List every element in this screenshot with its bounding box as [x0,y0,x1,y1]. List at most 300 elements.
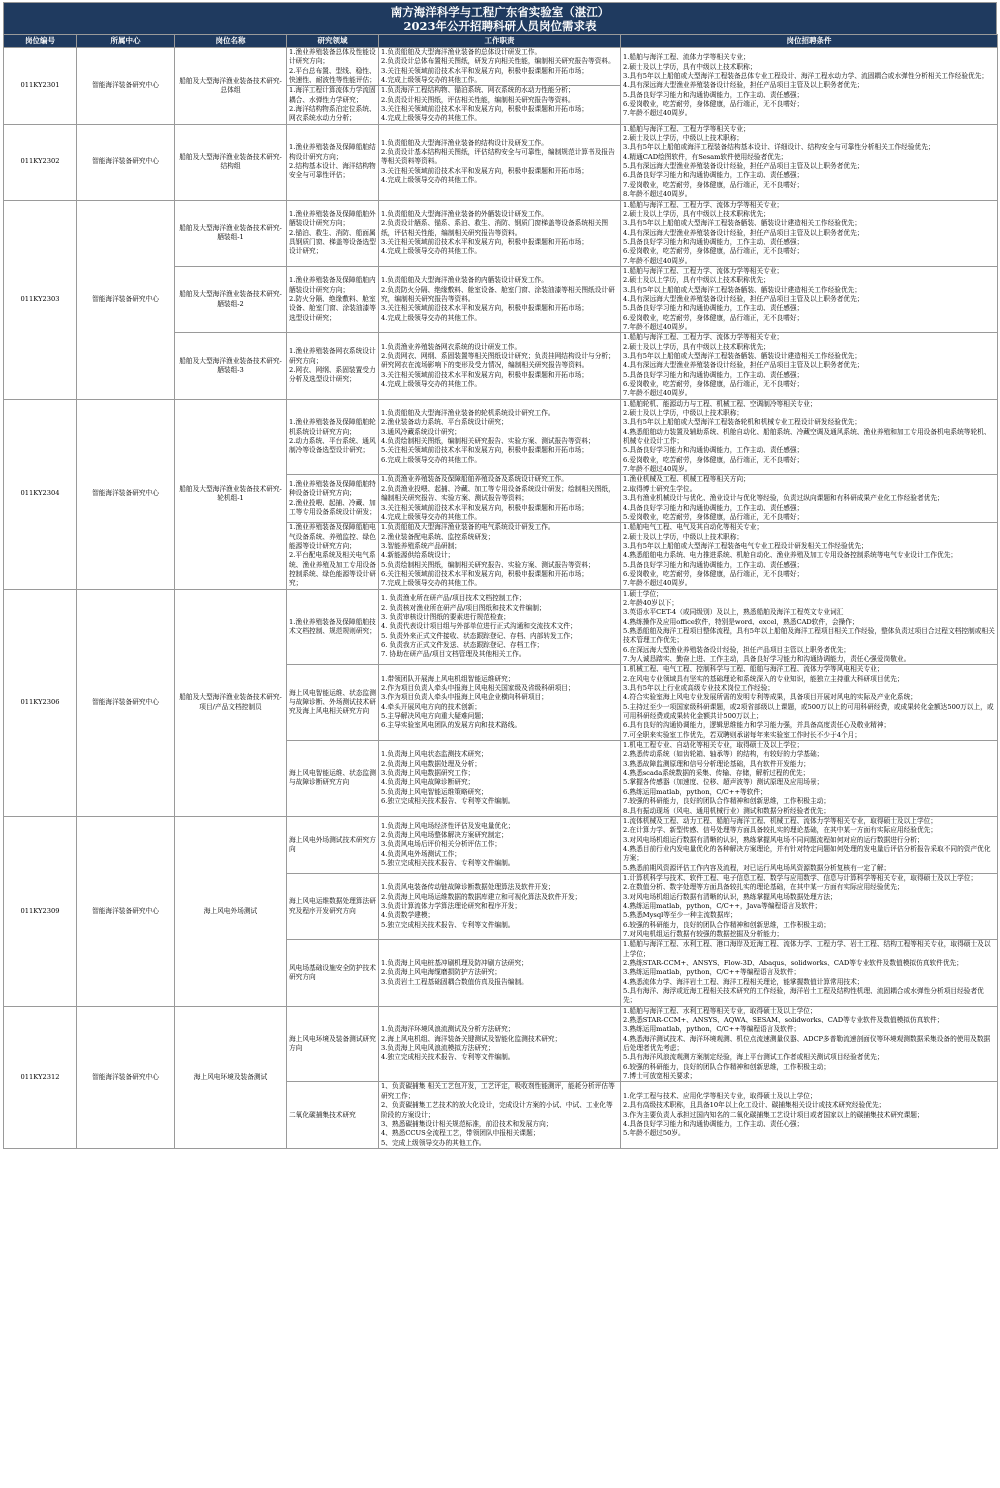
req-line: 6.较强的科研能力，良好的团队合作精神和创新思维，工作积极主动； [623,920,831,929]
duty-line: 5.主导解决风电方向重大疑难问题； [381,712,488,721]
duties [379,48,621,86]
req-line: 5.掌握各传感器（加速度、位移、超声波等）测试原理及应用场景； [623,778,824,787]
table-row [4,589,998,665]
position-name: 船舶及大型海洋渔业装备技术研究-舾装组-2 [175,266,287,332]
req-line: 3.英语水平CET-4（或同级别）及以上，熟悉船舶及海洋工程英文专业词汇 [623,608,844,617]
req-line: 2.取得博士研究生学位。 [623,484,697,493]
req-line: 6.爱岗敬业，吃苦耐劳，身体健康，品行端正，无不良嗜好； [623,99,804,108]
req-line: 1.化学工程与技术、应用化学等相关专业，取得硕士及以上学位； [623,1091,817,1100]
duty-line: 3. 负责审核设计图纸的要素进行规范检查； [381,612,510,621]
req-line: 3.具有5年以上船舶或大型海洋工程装备舾装、舾装设计建造相关工作经验优先； [623,219,862,228]
req-line: 3.具有5年以上船舶或大型海洋工程装备舾装、舾装设计建造相关工作经验优先； [623,352,862,360]
req-line: 4.具有深远海大型渔业养殖装备设计经验，担任产品项目主管及以上职务者优先； [623,228,864,237]
req-line: 4.精通CAD绘图软件，有Sesam软件使用经验者优先； [623,152,788,161]
duties [379,816,621,873]
duty-line: 2.作为项目负责人牵头申报海上风电相关国家级及省级科研项目； [381,684,575,693]
title-line-2: 2023年公开招聘科研人员岗位需求表 [403,19,597,33]
field-line: 1.渔业养殖装备网衣系统设计研究方向； [289,347,376,365]
position-name: 船舶及大型海洋渔业装备技术研究-结构组 [175,124,287,200]
requirements [621,399,998,475]
req-line: 7.年龄不超过40周岁。 [623,389,692,398]
field-line: 2.网衣、网纲、系固装置受力分析及选型设计研究； [289,366,376,384]
duty-line: 2.负责设计总体布置相关图纸，研发方向相关性能，编制相关研究报告等资料。 [381,57,615,66]
duty-line: 3.关注相关领域前沿技术水平和发展方向，积极申报课题和开拓市场； [381,166,589,175]
requirements [621,816,998,873]
field-line: 2.防火分隔、绝缘敷料、舱室设备、舱室门窗、涂装油漆等选型设计研究； [289,294,376,322]
research-field [287,940,379,1006]
req-line: 5.具有海洋风浪流观测方案制定经验，海上平台测试工作者或相关测试项目经验者优先； [623,1053,884,1062]
req-line: 2.硕士及以上学历，具有中级以上技术职称； [623,62,757,71]
req-line: 4.具有深远海大型渔业养殖装备设计经验，担任产品项目主管及以上职务者优先； [623,81,864,90]
req-line: 5.具有海洋、海浮或近海工程相关技术研究的工作经验，海洋岩土工程及结构性机理、流固耦合或水弹性分析项目经验者优先； [623,987,984,1005]
duty-line: 5.关注相关领域前沿技术水平和发展方向，积极申报课题和开拓市场； [381,446,589,455]
duties [379,124,621,200]
duty-line: 2.负责网衣、网纲、系固装置等相关图纸设计研究；负责挂网结构设计与分析；研究网衣在流场影响下的变形及受力情况，编制相关研究报告等资料。 [381,352,615,370]
duty-line: 4、熟悉CCUS全流程工艺，带领团队申报相关课题； [381,1129,540,1138]
duty-line: 1.负责船舶及大型海洋渔业装备的外舾装设计研发工作。 [381,209,548,218]
position-name: 船舶及大型海洋渔业装备技术研究-项目/产品文档控制员 [175,589,287,816]
requirements [621,266,998,332]
field-line: 海上风电环境及装备测试研究方向 [289,1034,376,1053]
req-line: 3.具有渔业机械设计与优化、渔业设计与优化等经验，负责过纵向课题和有科研成果产业化工作经验者优先； [623,494,944,503]
research-field [287,200,379,266]
duty-line: 5. 负责外来正式文件接收、状态跟踪登记、存档、内部转发工作； [381,631,577,640]
duty-line: 3.关注相关领域前沿技术水平和发展方向，积极申报课题和开拓市场； [381,503,589,512]
duty-line: 4.负责海上风电故障诊断研究； [381,778,475,787]
req-line: 3.对风电场机组运行数据有清晰的认识，熟练掌握风电场数据处理方法； [623,892,837,901]
research-field [287,816,379,873]
req-line: 6.爱岗敬业，吃苦耐劳，身体健康，品行端正，无不良嗜好； [623,380,804,389]
field-line: 1.渔业养殖装备及保障船舶轮机系统设计研究方向； [289,418,376,436]
duty-line: 3.通风冷藏系统设计研究； [381,427,461,436]
req-line: 4.熟练操作及应用office软件，特别是word、excel，熟悉CAD软件，会操作； [623,617,859,626]
header-center: 所属中心 [77,35,175,48]
req-line: 2.在数值分析、数字处理等方面具备较扎实的理论基础，在其中某一方面有实际应用经验优先； [623,883,904,892]
req-line: 3.具有5年以上船舶或海洋工程装备结构基本设计、详细设计、结构安全与可靠性分析相关工作经验优先； [623,143,935,152]
research-field [287,1006,379,1082]
req-line: 7.年龄不超过40周岁。 [623,256,692,265]
field-line: 风电场基础设施安全防护技术研究方向 [289,963,376,982]
duty-line: 4.独立完成相关技术报告、专利等文件编制。 [381,1053,515,1062]
duties [379,1082,621,1148]
title-line-1: 南方海洋科学与工程广东省实验室（湛江） [390,5,610,19]
req-line: 1.机械工程、电气工程、控制科学与工程、船舶与海洋工程、流体力学等风电相关专业； [623,665,884,674]
duties [379,1006,621,1082]
req-line: 7.年龄不超过40周岁。 [623,322,692,331]
duty-line: 6.主导实验室风电团队的发展方向和技术路线。 [381,721,522,730]
duty-line: 3.作为项目负责人牵头申报海上风电企业横向科研项目； [381,693,548,702]
field-line: 1.渔业养殖装备及保障船舶结构设计研究方向； [289,143,376,161]
duty-line: 4.负责数学建模； [381,911,435,920]
duties [379,741,621,817]
req-line: 7.年龄不超过40周岁。 [623,579,692,588]
req-line: 4.熟悉流体力学、海洋岩土工程、海洋工程相关理论，能掌握数值计算常用技术； [623,977,864,986]
position-code: 011KY2302 [4,124,77,200]
research-field [287,873,379,939]
header-code: 岗位编号 [4,35,77,48]
duty-line: 6.关注相关领域前沿技术水平和发展方向，积极申报课题和开拓市场； [381,569,589,578]
req-line: 1.船舶与海洋工程、工程力学、流体力学等相关专业； [623,333,784,342]
req-line: 7.年龄不超过40周岁。 [623,465,692,474]
req-line: 7.可全职来实验室工作优先，若双聘则承诺每年来实验室工作时长不少于4个月； [623,730,862,739]
position-name: 船舶及大型海洋渔业装备技术研究-总体组 [175,48,287,125]
duty-line: 2.负责设计舾系、锚系、系泊、救生、消防、钢质门窗梯盖等设备系统相关图纸，评估相关性能，编制相关研究报告等资料。 [381,219,609,237]
duty-line: 5.负责绘制相关图纸，编制相关研究报告、实验方案、测试报告等资料； [381,560,595,569]
duty-line: 7.完成上级领导交办的其他工作。 [381,579,482,588]
table-row [4,1006,998,1082]
duty-line: 2.负责渔业投喂、起捕、冷藏、加工等专用设备系统设计研发；绘制相关图纸，编制相关研究报告、实验方案、测试报告等资料； [381,484,615,503]
duty-line: 2.负责海上风电场整体解决方案研究制定； [381,830,508,839]
req-line: 3.熟练运用matlab，python，C/C++等编程语言及软件； [623,1025,801,1034]
duty-line: 4.新能源供给系统设计； [381,551,455,560]
req-line: 2.硕士及以上学历，中级以上技术职称； [623,134,744,143]
req-line: 4.具有深远海大型渔业养殖装备设计经验，担任产品项目主管及以上职务者优先； [623,294,864,303]
research-field [287,475,379,523]
req-line: 3.具有5年以上船舶或大型海洋工程装备舾装、舾装设计建造相关工作经验优先； [623,285,862,294]
req-line: 2.具有高级技术职称，且具备10年以上化工设计、碳捕集相关设计或技术研究经验优先； [623,1101,886,1110]
req-line: 7.对风电机组运行数据有较强的数据挖掘及分析能力； [623,929,784,938]
position-center: 智能海洋装备研究中心 [77,816,175,1006]
research-field [287,741,379,817]
req-line: 6.较强的科研能力，良好的团队合作精神和创新思维，工作积极主动； [623,1062,831,1071]
req-line: 4.熟悉scada系统数据的采集、传输、存储，解析过程的优先； [623,769,810,778]
position-center: 智能海洋装备研究中心 [77,589,175,816]
position-name: 海上风电环境及装备测试 [175,1006,287,1148]
duties [379,333,621,399]
research-field [287,1082,379,1148]
duty-line: 2.海上风电机组、海洋装备关键测试及智能化监测技术研究； [381,1034,562,1043]
duty-line: 4.完成上级领导交办的其他工作。 [381,76,482,85]
position-name: 海上风电外场测试 [175,816,287,1006]
req-line: 4.熟悉海洋测试技术、海洋环境观测、机位点流速测量仪器、ADCP多普勒流速剖面仪等环境观测数据采集设备的使用及数据后处理者优先考虑； [623,1034,991,1053]
duty-line: 1.负责船舶及大型海洋渔业装备的结构设计及研发工作。 [381,138,548,147]
duty-line: 5.负责海上风电智能运维策略研究； [381,787,488,796]
duties [379,523,621,589]
requirements [621,665,998,741]
field-line: 1.渔业养殖装备总体及性能设计研究方向； [289,48,376,66]
field-line: 1.渔业养殖装备及保障船舶电气设备系统、养殖监控、绿色能源等设计研究方向； [289,523,376,550]
req-line: 5.具备良好学习能力和沟通协调能力，工作主动、责任感强； [623,304,804,313]
req-line: 2.熟练STAR-CCM+、ANSYS、Flow-3D、Abaqus、solidworks、CAD等专业软件及数值模拟仿真软件优先； [623,959,963,967]
req-line: 2.硕士及以上学历，中级以上技术职称； [623,532,744,541]
duty-line: 3.关注相关领域前沿技术水平和发展方向，积极申报课题和开拓市场； [381,237,589,246]
duty-line: 2.负责设计基本结构相关图纸，评估结构安全与可靠性，编制规范计算书及报告等相关资料等资料。 [381,148,615,166]
duty-line: 2.渔业装备配电系统、监控系统研发； [381,532,495,541]
req-line: 2.硕士及以上学历，具有中级以上技术职称优先； [623,209,770,218]
position-name: 船舶及大型海洋渔业装备技术研究-舾装组-1 [175,200,287,266]
field-line: 2.锚泊、救生、消防、船面属具钢质门窗、梯盖等设备选型设计研究； [289,228,376,256]
req-line: 4.符合实验室海上风电专业发展所需的发明专利等成果，具备项目开展对风电的实际及产业化系统； [623,693,917,702]
position-code: 011KY2312 [4,1006,77,1148]
req-line: 7.爱岗敬业，吃苦耐劳，身体健康，品行端正，无不良嗜好； [623,180,804,189]
field-line: 海上风电运维数据处理算法研究及程序开发研究方向 [289,897,376,915]
req-line: 6.在深远海大型渔业养殖装备设计经验，担任产品项目主管以上职务者优先； [623,645,851,654]
duty-line: 5.独立完成相关技术报告、专利等文件编制。 [381,858,515,867]
req-line: 5.年龄不超过50岁。 [623,1129,685,1138]
req-line: 4.具备良好学习能力和沟通协调能力，工作主动、责任心强； [623,1119,804,1128]
research-field [287,523,379,589]
req-line: 1.船舶轮机、能源动力与工程、机械工程、空调制冷等相关专业； [623,399,817,408]
field-line: 1.渔业养殖装备及保障船舶技术文档控制、规范规则研究； [289,617,376,635]
duty-line: 3.负责计算流体力学算法理论研究和程序开发； [381,901,522,910]
req-line: 3.具有5年以上船舶或大型海洋工程装备总体专业工程设计、海洋工程水动力学、流固耦合或水弹性分析相关工作经验优先； [623,71,989,80]
duties [379,665,621,741]
duty-line: 4.负责风电外场测试工作； [381,849,461,858]
duty-line: 3.智能养殖系统产品研制； [381,541,461,550]
req-line: 5.熟悉Mysql等至少一种主流数据库； [623,911,737,920]
duty-line: 1.负责渔业养殖装备及保障船舶养殖设备及系统设计研究工作。 [381,475,568,484]
table-row [4,200,998,266]
duty-line: 2.负责海上风电数据处理及分析； [381,759,482,768]
req-line: 1.船舶电气工程、电气及其自动化等相关专业； [623,523,764,532]
req-line: 7.年龄不超过40周岁。 [623,109,692,118]
duties [379,200,621,266]
position-center: 智能海洋装备研究中心 [77,200,175,399]
req-line: 4.具备良好学习能力和沟通协调能力，工作主动、责任感强； [623,503,804,512]
duty-line: 3.关注相关领域前沿技术水平和发展方向，积极申报课题和开拓市场； [381,105,589,114]
req-line: 6.爱岗敬业，吃苦耐劳，身体健康，品行端正，无不良嗜好； [623,313,804,322]
position-name: 船舶及大型海洋渔业装备技术研究-轮机组-1 [175,399,287,589]
duty-line: 3.关注相关领域前沿技术水平和发展方向，积极申报课题和开拓市场； [381,370,589,379]
req-line: 2.熟悉传动系统（如齿轮箱、轴承等）的结构，有较好的力学基础； [623,750,824,759]
field-line: 1.渔业养殖装备及保障船舶内舾装设计研究方向； [289,276,376,294]
position-code: 011KY2309 [4,816,77,1006]
requirements [621,589,998,665]
duty-line: 1、负责碳捕集 相关工艺包开发，工艺评定，吸收剂性能测评，能耗分析评估等研究工作； [381,1082,615,1100]
duty-line: 3.关注相关领域前沿技术水平和发展方向，积极申报课题和开拓市场； [381,304,589,313]
req-line: 2.在计算力学、新型传感、信号处理等方面具备较扎实的理论基础，在其中某一方面有实际应用经验优先； [623,826,938,835]
duty-line: 2.负责海上风电海缆磨损防护方法研究； [381,968,502,977]
position-center: 智能海洋装备研究中心 [77,399,175,589]
duties [379,589,621,665]
req-line: 4.熟练运用matlab，python，C/C++，Java等编程语言及软件； [623,901,822,910]
req-line: 4.具有深远海大型渔业养殖装备设计经验，担任产品项目主管及以上职务者优先； [623,361,864,370]
duty-line: 4.完成上级领导交办的其他工作。 [381,114,482,123]
req-line: 1.船舶与海洋工程、流体力学等相关专业； [623,53,750,62]
req-line: 1.船舶与海洋工程、工程力学、流体力学等相关专业； [623,200,784,209]
header-job-name: 岗位名称 [175,35,287,48]
duties [379,399,621,475]
req-line: 5.具备良好学习能力和沟通协调能力，工作主动、责任感强； [623,446,804,455]
req-line: 1.渔业机械及工程、机械工程等相关方向； [623,475,750,484]
req-line: 1.机电工程专业、自动化等相关专业，取得硕士及以上学位； [623,741,804,750]
req-line: 1.计算机科学与技术、软件工程、电子信息工程、数学与应用数学、信息与计算科学等相关专业，取得硕士及以上学位； [623,873,978,882]
duty-line: 2.负责设计相关图纸，评估相关性能，编制相关研究报告等资料。 [381,95,575,104]
req-line: 3.具有5年以上船舶或大型海洋工程装备电气专业工程设计研发相关工作经验优先； [623,541,868,550]
research-field [287,333,379,399]
position-name: 船舶及大型海洋渔业装备技术研究-舾装组-3 [175,333,287,399]
duty-line: 3.负责海上风电风浪流模拟方法研究； [381,1044,495,1053]
field-line: 1.海洋工程计算流体力学流固耦合、水弹性力学研究； [289,86,376,104]
requirements [621,48,998,125]
req-line: 7.较强的科研能力，良好的团队合作精神和创新思维，工作积极主动； [623,797,831,806]
duty-line: 1.负责海上风电状态监测技术研究； [381,750,488,759]
req-line: 5.主持过至少一项国家级科研课题，或2项省部级以上课题，或500万以上的可用科研经费，或成果转化金额达500万以上，或可用科研经费或成果转化金额共计500万以上； [623,702,994,721]
req-line: 6.爱岗敬业，吃苦耐劳，身体健康，品行端正，无不良嗜好； [623,569,804,578]
req-line: 5.爱岗敬业，吃苦耐劳，身体健康，品行端正，无不良嗜好； [623,512,804,521]
req-line: 2.在风电专业领域具有坚实的基础理论和系统深入的专业知识，能独立主持重大科研项目优先； [623,674,904,683]
req-line: 5.具备良好学习能力和沟通协调能力，工作主动、责任感强； [623,370,804,379]
req-line: 4.熟悉目前行业内发电量优化的各种解决方案理论，并有针对特定问题如何处理的发电量后评估分析报告采取不同的资产优化方案； [623,844,991,863]
duty-line: 3.关注相关领域前沿技术水平和发展方向，积极申报课题和开拓市场； [381,66,589,75]
duty-line: 1.负责船舶及大型海洋渔业装备的内舾装设计研发工作。 [381,276,548,285]
research-field [287,86,379,124]
duty-line: 1.负责船舶及大型海洋渔业装备的总体设计研发工作。 [381,48,542,56]
duty-line: 5、完成上级领导交办的其他工作。 [381,1138,486,1147]
req-line: 5.具备良好学习能力和沟通协调能力，工作主动、责任感强； [623,560,804,569]
duty-line: 2.负责防火分隔、绝缘敷料、舱室设备、舱室门窗、涂装油漆等相关图纸设计研究，编制相关研究报告等资料。 [381,285,615,303]
duty-line: 4.完成上级领导交办的其他工作。 [381,313,482,322]
duty-line: 7. 协助在研产品/项目文档管理及其他相关工作。 [381,650,526,659]
req-line: 3.熟练运用matlab，python，C/C++等编程语言及软件； [623,968,801,977]
requirements [621,124,998,200]
req-line: 4.熟悉船舶电力系统、电力推进系统、机舱自动化、渔业养殖及加工专用设备控制系统等电气专业设计工作优先； [623,551,958,560]
req-line: 3.具有5年以上行业或高级专业技术岗位工作经验； [623,684,775,693]
research-field [287,124,379,200]
duty-line: 1.负责船舶及大型海洋渔业装备的轮机系统设计研究工作。 [381,409,555,418]
page-title [3,2,997,34]
position-code: 011KY2301 [4,48,77,125]
req-line: 5.具有深远海大型渔业养殖装备设计经验，担任产品项目主管及以上职务者优先； [623,162,864,171]
research-field [287,48,379,86]
field-line: 海上风电智能运维、状态监测与故障诊断、外场测试技术研究及海上风电相关研究方向 [289,688,376,716]
table-body [4,48,998,1149]
duty-line: 4.负责绘制相关图纸，编制相关研究报告、实验方案、测试报告等资料； [381,437,595,446]
duty-line: 6. 负责我方正式文件发送、状态跟踪登记、存档工作； [381,640,544,649]
req-line: 3.具有5年以上船舶或大型海洋工程装备轮机和机械专业工程设计研发经验优先； [623,418,862,427]
field-line: 二氧化碳捕集技术研究 [289,1110,356,1119]
position-code: 011KY2304 [4,399,77,589]
position-center: 智能海洋装备研究中心 [77,48,175,125]
req-line: 2.年龄40岁以下； [623,598,679,607]
duty-line: 3、熟悉碳捕集设计相关规范标准，前沿技术和发展方向； [381,1119,553,1128]
duty-line: 3.负责岩土工程基础固耦合数值仿真及报告编制。 [381,977,528,986]
req-line: 6.爱岗敬业，吃苦耐劳，身体健康，品行端正，无不良嗜好； [623,247,804,256]
req-line: 1.船舶与海洋工程、水利工程、港口海岸及近海工程、流体力学、工程力学、岩土工程、结构工程等相关专业，取得硕士及以上学位； [623,940,991,958]
req-line: 1.硕士学位； [623,589,663,598]
header-duties: 工作职责 [379,35,621,48]
req-line: 6.爱岗敬业，吃苦耐劳，身体健康，品行端正，无不良嗜好； [623,455,804,464]
duties [379,86,621,124]
duty-line: 1.带领团队开展海上风电机组智能运维研究； [381,674,515,683]
table-header-row [4,35,998,48]
req-line: 1.船舶与海洋工程、工程力学等相关专业； [623,124,750,133]
duties [379,266,621,332]
requirements [621,873,998,939]
research-field [287,399,379,475]
req-line: 7.为人诚恳踏实、勤奋上进、工作主动，具备良好学习能力和沟通协调能力，责任心强爱岗敬业。 [623,655,911,663]
table-row [4,48,998,86]
field-line: 2.平台总布置、型线、稳性、快速性、耐波性等性能评估； [289,66,376,85]
duty-line: 6.独立完成相关技术报告、专利等文件编制。 [381,797,515,806]
duty-line: 4.完成上级领导交办的其他工作。 [381,512,482,521]
requirements [621,1082,998,1148]
field-line: 海上风电外场测试技术研究方向 [289,835,376,853]
field-line: 2.动力系统、平台系统、通风制冷等设备选型设计研究； [289,437,376,455]
req-line: 8.年龄不超过40周岁。 [623,190,692,199]
duty-line: 1.负责渔业养殖装备网衣系统的设计研发工作。 [381,342,522,351]
req-line: 3.作为主要负责人承担过国内知名的二氧化碳捕集工艺设计项目或者国家以上的碳捕集技术研究课题； [623,1110,924,1119]
duty-line: 1.负责船舶及大型海洋渔业装备的电气系统设计研发工作。 [381,523,555,532]
req-line: 5.熟悉前期风资源评估工作内容及流程，对已运行风电场风资源数据分析复核有一定了解； [623,863,891,872]
duty-line: 3.负责风电场后评价相关分析评估工作； [381,840,502,849]
research-field [287,665,379,741]
requirements [621,1006,998,1082]
req-line: 3.熟悉故障监测原理和信号分析理论基础，具有软件开发能力； [623,759,810,768]
table-row [4,399,998,475]
req-line: 6.具有良好的沟通协调能力，逻辑思维能力和学习能力强，并具备高度责任心及敬业精神； [623,721,891,730]
duty-line: 2. 负责核对渔业所在研产品/项目图纸和技术文件编制； [381,603,546,612]
field-line: 2.平台配电系统及相关电气系统、渔业养殖及加工专用设备控制系统、绿色能源等设计研究； [289,551,376,588]
table-row [4,124,998,200]
duty-line: 5.独立完成相关技术报告、专利等文件编制。 [381,920,515,929]
req-line: 2.熟悉STAR-CCM+、ANSYS、AQWA、SESAM、solidworks、CAD等专业软件及数值模拟仿真软件； [623,1016,944,1025]
requirements [621,200,998,266]
requirements [621,333,998,399]
duty-line: 1.负责风电装备传动链故障诊断数据处理算法及软件开发； [381,883,555,892]
duty-line: 4.牵头开展风电方向的技术创新； [381,702,482,711]
duty-line: 4.完成上级领导交办的其他工作。 [381,176,482,185]
req-line: 2.硕士及以上学历，具有中级以上技术职称优先； [623,342,770,351]
duty-line: 1. 负责渔业所在研产品/项目技术文档控制工作； [381,594,526,603]
req-line: 6.具备良好学习能力和沟通协调能力，工作主动、责任感强； [623,171,804,180]
req-line: 5.具备良好学习能力和沟通协调能力，工作主动、责任感强； [623,90,804,99]
header-field: 研究领域 [287,35,379,48]
duty-line: 4.完成上级领导交办的其他工作。 [381,380,482,389]
req-line: 4.熟悉船舶动力装置及辅助系统、机舱自动化、船舶系统、冷藏空调及通风系统、渔业养殖和加工专用设备机电系统等轮机、机械专业设计工作； [623,427,991,446]
field-line: 1.渔业养殖装备及保障船舶特种设备设计研究方向； [289,480,376,498]
duty-line: 4.完成上级领导交办的其他工作。 [381,247,482,256]
field-line: 1.渔业养殖装备及保障船舶外舾装设计研究方向； [289,209,376,228]
req-line: 1.船舶与海洋工程、工程力学、流体力学等相关专业； [623,266,784,275]
duty-line: 3.负责海上风电数据研究工作； [381,769,475,778]
research-field [287,266,379,332]
research-field [287,589,379,665]
req-line: 6.熟练运用matlab，python，C/C++等软件； [623,787,767,796]
requirements [621,523,998,589]
duty-line: 4. 负责代表设计项目组与外部单位进行正式沟通和交流技术文件； [381,622,577,631]
field-line: 海上风电智能运维、状态监测与故障诊断研究方向 [289,769,376,787]
duties [379,940,621,1006]
duty-line: 2.渔业装备动力系统、平台系统设计研究； [381,418,508,427]
req-line: 2.硕士及以上学历，中级以上技术职称； [623,409,744,418]
duty-line: 1.负责海洋工程结构物、锚泊系统、网衣系统的水动力性能分析； [381,86,575,95]
req-line: 1.船舶与海洋工程、水利工程等相关专业，取得硕士及以上学位； [623,1006,817,1015]
req-line: 1.流体机械及工程、动力工程、船舶与海洋工程、机械工程、流体力学等相关专业，取得硕士及以上学位； [623,816,938,825]
req-line: 7.博士可放宽相关要求； [623,1072,697,1081]
field-line: 2.渔业投喂、起捕、冷藏、加工等专用设备系统设计研发； [289,498,376,517]
duty-line: 2.负责海上风电场运维数据的数据库建立和可视化算法及软件开发； [381,892,582,901]
requirements [621,475,998,523]
req-line: 8.具有振动现场（风电、通用机械行业）测试和数据分析经验者优先； [623,806,831,815]
requirements [621,940,998,1006]
duty-line: 1.负责海上风电桩基冲刷机理及防冲刷方法研究； [381,959,528,967]
position-code: 011KY2303 [4,200,77,399]
table-row [4,816,998,873]
field-line: 2.结构基本设计、海洋结构物安全与可靠性评估； [289,162,376,180]
duty-line: 1.负责海洋环境风浪流测试及分析方法研究； [381,1025,515,1034]
req-line: 2.硕士及以上学历，具有中级以上技术职称优先； [623,276,770,285]
position-code: 011KY2306 [4,589,77,816]
recruitment-table [3,34,998,1149]
position-center: 智能海洋装备研究中心 [77,1006,175,1148]
req-line: 3.对风电场机组运行数据有清晰的认识，熟练掌握风电场不同问题流程如何对应的运行数据进行分析； [623,835,924,844]
duties [379,475,621,523]
duty-line: 6.完成上级领导交办的其他工作。 [381,455,482,464]
duty-line: 2、负责碳捕集工艺技术的放大化设计，完成设计方案的小试、中试、工业化等阶段的方案设计； [381,1101,613,1119]
position-center: 智能海洋装备研究中心 [77,124,175,200]
duties [379,873,621,939]
